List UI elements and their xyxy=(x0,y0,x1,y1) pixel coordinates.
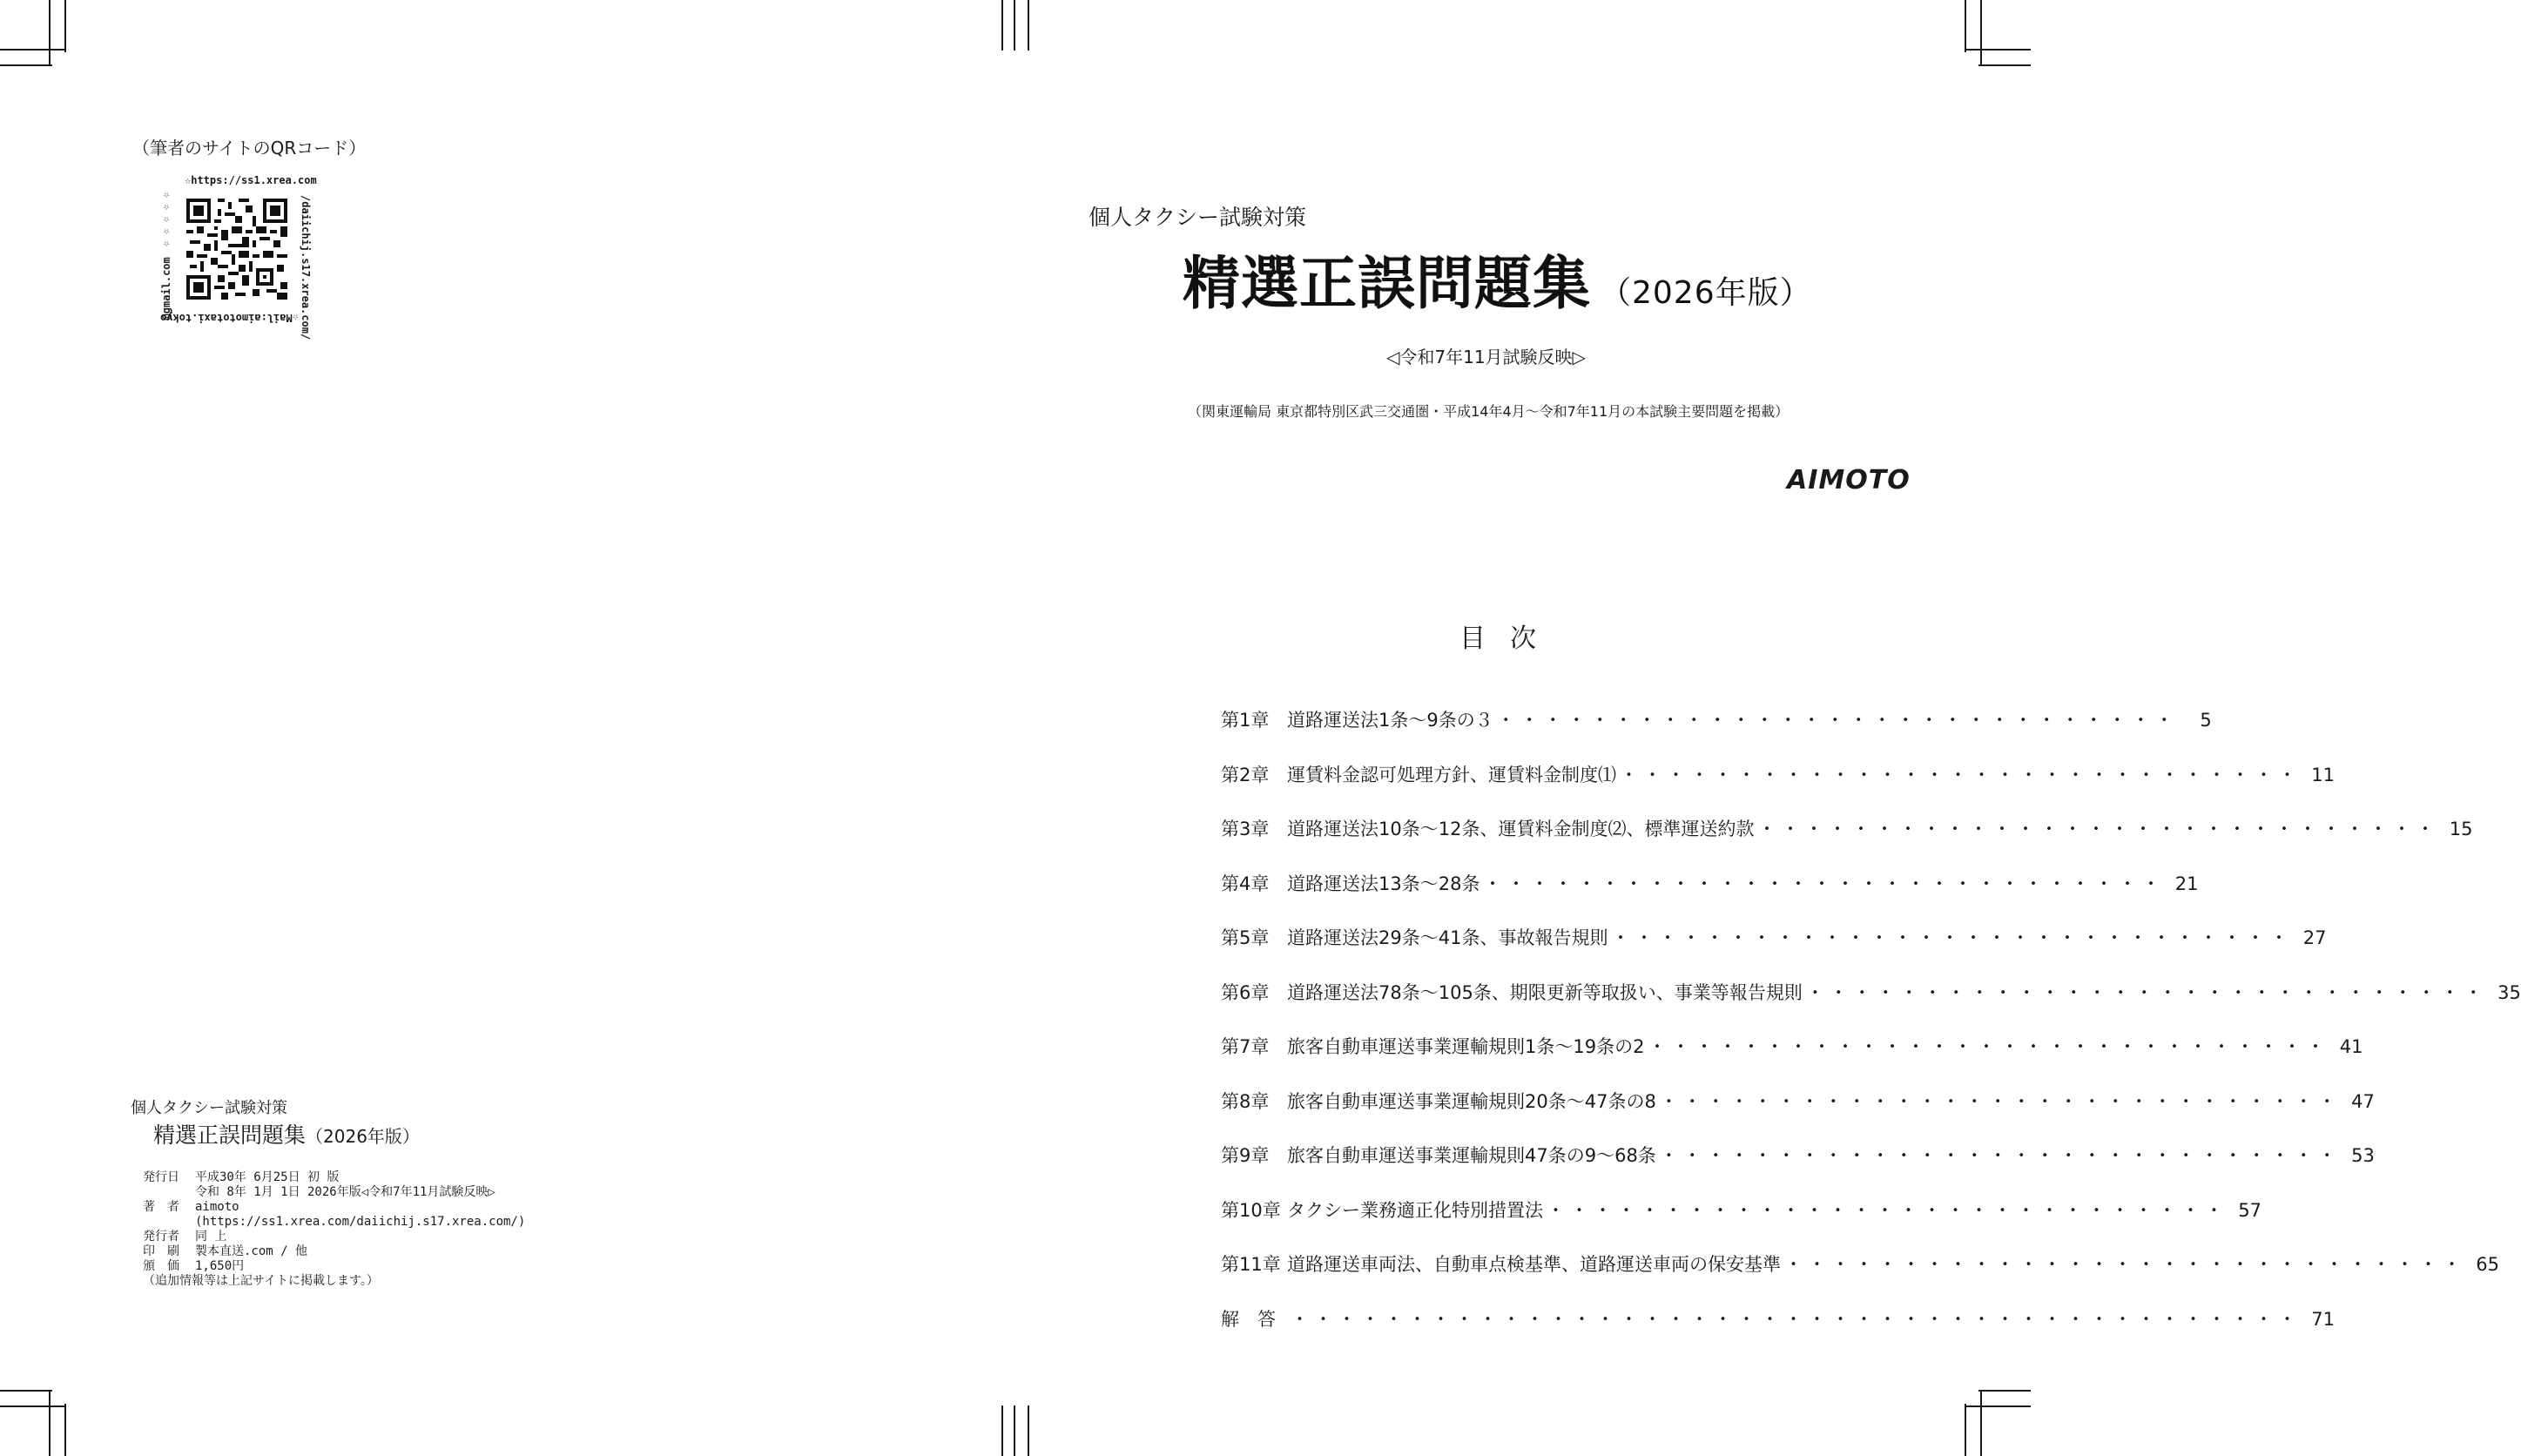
colophon-series: 個人タクシー試験対策 xyxy=(131,1099,287,1117)
colophon-value: 平成30年 6月25日 初 版 xyxy=(195,1170,340,1184)
page-number: 15 xyxy=(2449,819,2473,839)
colophon-value: aimoto xyxy=(195,1200,239,1214)
colophon-title-text: 精選正誤問題集 xyxy=(153,1122,307,1148)
page-number: 57 xyxy=(2238,1199,2261,1221)
crop-mark xyxy=(0,49,66,51)
qr-mail-domain-text: @gmail.com ☆☆☆☆☆ xyxy=(160,190,172,320)
colophon-value: 同 上 xyxy=(195,1230,227,1244)
toc-heading: 目次 xyxy=(1459,624,1560,654)
toc-entry[interactable] xyxy=(1221,1305,2335,1360)
page-number: 5 xyxy=(2200,710,2212,731)
crop-mark xyxy=(1965,0,1966,52)
colophon-edition: （2026年版） xyxy=(306,1126,420,1147)
colophon-row xyxy=(143,1170,525,1185)
colophon-key: 印 刷 xyxy=(143,1244,179,1258)
colophon-row xyxy=(143,1230,525,1244)
colophon-value: 1,650円 xyxy=(195,1259,245,1273)
crop-mark xyxy=(49,0,51,66)
chapter-title: 道路運送法1条～9条の３ xyxy=(1287,710,1493,731)
colophon-key: 著 者 xyxy=(143,1200,179,1214)
page-number: 27 xyxy=(2302,927,2327,948)
leader-dots: ・・・・・・・・・・・・・・・・・・・・・・・・・・・・・ xyxy=(1805,981,2488,1003)
leader-dots: ・・・・・・・・・・・・・・・・・・・・・・・・・・・・・ xyxy=(1483,873,2166,894)
colophon-key xyxy=(143,1185,195,1200)
page-number: 21 xyxy=(2174,873,2199,894)
leader-dots: ・・・・・・・・・・・・・・・・・・・・・・・・・・・・・ xyxy=(1659,1145,2342,1166)
crop-mark xyxy=(0,1405,66,1407)
chapter-number: 第8章 xyxy=(1221,1090,1270,1112)
chapter-number: 第5章 xyxy=(1221,927,1270,948)
leader-dots: ・・・・・・・・・・・・・・・・・・・・・・・・・・・・・ xyxy=(1784,1254,2466,1275)
title-text: 精選正誤問題集 xyxy=(1183,250,1591,317)
toc-entry[interactable] xyxy=(1221,979,2521,1034)
chapter-number: 第1章 xyxy=(1221,710,1270,731)
page-number: 35 xyxy=(2497,981,2521,1003)
table-of-contents xyxy=(1221,706,2521,1359)
crop-mark xyxy=(1028,1405,1029,1456)
page-number: 65 xyxy=(2476,1254,2499,1275)
leader-dots: ・・・・・・・・・・・・・・・・・・・・・・・・・・・・・ xyxy=(1757,819,2440,839)
colophon-value: (https://ss1.xrea.com/daiichij.s17.xrea.com/) xyxy=(195,1215,526,1229)
chapter-number: 第6章 xyxy=(1221,981,1270,1003)
leader-dots: ・・・・・・・・・・・・・・・・・・・・・・・・・・・・・ xyxy=(1547,1199,2228,1221)
colophon-row xyxy=(143,1259,525,1274)
chapter-title: 旅客自動車運送事業運輸規則20条～47条の8 xyxy=(1287,1090,1656,1112)
leader-dots: ・・・・・・・・・・・・・・・・・・・・・・・・・・・・・ xyxy=(1611,927,2294,948)
author-name: AIMOTO xyxy=(1787,465,1911,495)
colophon-row xyxy=(143,1185,525,1200)
colophon-key: 頒 価 xyxy=(143,1259,179,1273)
scope-note: （関東運輸局 東京都特別区武三交通圏・平成14年4月～令和7年11月の本試験主要問題を掲載） xyxy=(1188,403,1790,420)
crop-mark xyxy=(0,1390,52,1392)
toc-entry[interactable] xyxy=(1221,924,2327,979)
toc-entry[interactable] xyxy=(1221,706,2212,761)
chapter-title: 道路運送法13条～28条 xyxy=(1287,873,1480,894)
toc-entry[interactable] xyxy=(1221,870,2199,925)
edition-label: （2026年版） xyxy=(1600,275,1812,311)
colophon-row xyxy=(143,1215,525,1230)
crop-mark xyxy=(1028,0,1029,51)
chapter-title: 道路運送法10条～12条、運賃料金制度⑵、標準運送約款 xyxy=(1287,819,1755,839)
leader-dots: ・・・・・・・・・・・・・・・・・・・・・・・・・・・・・ xyxy=(1620,764,2302,785)
colophon-key: 発行日 xyxy=(143,1170,179,1184)
chapter-title: タクシー業務適正化特別措置法 xyxy=(1287,1199,1543,1221)
toc-entry[interactable] xyxy=(1221,1033,2363,1088)
crop-mark xyxy=(1014,1405,1015,1456)
page-number: 47 xyxy=(2351,1090,2375,1112)
toc-entry[interactable] xyxy=(1221,1142,2375,1196)
exam-reflect-label: ◁令和7年11月試験反映▷ xyxy=(1386,347,1586,367)
chapter-number: 第7章 xyxy=(1221,1036,1270,1057)
crop-mark xyxy=(1965,1404,1966,1456)
colophon-row xyxy=(143,1244,525,1259)
crop-mark xyxy=(1014,0,1015,51)
colophon-title xyxy=(153,1118,420,1149)
page-number: 41 xyxy=(2339,1036,2363,1057)
toc-entry[interactable] xyxy=(1221,1196,2261,1251)
crop-mark xyxy=(64,1404,66,1456)
qr-code-icon[interactable] xyxy=(186,199,287,300)
toc-entry[interactable] xyxy=(1221,1250,2499,1305)
chapter-number: 第3章 xyxy=(1221,819,1270,839)
chapter-title: 道路運送法29条～41条、事故報告規則 xyxy=(1287,927,1608,948)
leader-dots: ・・・・・・・・・・・・・・・・・・・・・・・・・・・・・ xyxy=(1648,1036,2330,1057)
toc-entry[interactable] xyxy=(1221,815,2473,870)
chapter-number: 解 答 xyxy=(1221,1308,1276,1330)
page-number: 71 xyxy=(2311,1308,2335,1330)
crop-mark xyxy=(1978,64,2031,66)
chapter-number: 第2章 xyxy=(1221,764,1270,785)
qr-url-text: ☆https://ss1.xrea.com xyxy=(185,174,317,186)
crop-mark xyxy=(1965,49,2031,51)
crop-mark xyxy=(64,0,66,52)
colophon-key xyxy=(143,1215,195,1230)
toc-entry[interactable] xyxy=(1221,1088,2375,1143)
chapter-title: 旅客自動車運送事業運輸規則1条～19条の2 xyxy=(1287,1036,1645,1057)
crop-mark xyxy=(1980,1390,1982,1456)
page-title xyxy=(1183,237,1812,320)
crop-mark xyxy=(1001,1405,1003,1456)
leader-dots: ・・・・・・・・・・・・・・・・・・・・・・・・・・・・・ xyxy=(1659,1090,2342,1112)
crop-mark xyxy=(1001,0,1003,51)
series-label: 個人タクシー試験対策 xyxy=(1089,205,1307,230)
qr-mail-text: ☆Mail:aimototaxi.tokyo xyxy=(160,312,299,324)
colophon-value: 製本直送.com / 他 xyxy=(195,1244,308,1258)
page-number: 53 xyxy=(2351,1145,2375,1166)
chapter-number: 第9章 xyxy=(1221,1145,1270,1166)
crop-mark xyxy=(1978,1390,2031,1392)
chapter-number: 第11章 xyxy=(1221,1254,1281,1275)
toc-entry[interactable] xyxy=(1221,761,2335,816)
colophon-value: 令和 8年 1月 1日 2026年版◁令和7年11月試験反映▷ xyxy=(195,1185,495,1199)
crop-mark xyxy=(1965,1405,2031,1407)
chapter-number: 第4章 xyxy=(1221,873,1270,894)
chapter-title: 道路運送車両法、自動車点検基準、道路運送車両の保安基準 xyxy=(1287,1254,1781,1275)
page-number: 11 xyxy=(2311,764,2335,785)
colophon-row xyxy=(143,1200,525,1215)
crop-mark xyxy=(49,1390,51,1456)
qr-url-text-vertical: /daiichij.s17.xrea.com/ xyxy=(300,195,312,340)
chapter-number: 第10章 xyxy=(1221,1199,1281,1221)
leader-dots: ・・・・・・・・・・・・・・・・・・・・・・・・・・・・・・・・・・・・・・・・・・・ xyxy=(1291,1308,2302,1330)
chapter-title: 旅客自動車運送事業運輸規則47条の9～68条 xyxy=(1287,1145,1656,1166)
chapter-title: 運賃料金認可処理方針、運賃料金制度⑴ xyxy=(1287,764,1616,785)
qr-caption: （筆者のサイトのQRコード） xyxy=(132,138,367,158)
crop-mark xyxy=(1980,0,1982,66)
colophon-key: 発行者 xyxy=(143,1230,179,1244)
qr-block xyxy=(160,174,317,340)
colophon-note: （追加情報等は上記サイトに掲載します。） xyxy=(143,1274,379,1288)
crop-mark xyxy=(0,64,52,66)
chapter-title: 道路運送法78条～105条、期限更新等取扱い、事業等報告規則 xyxy=(1287,981,1803,1003)
leader-dots: ・・・・・・・・・・・・・・・・・・・・・・・・・・・・・ xyxy=(1496,710,2179,731)
colophon-table xyxy=(143,1170,525,1289)
